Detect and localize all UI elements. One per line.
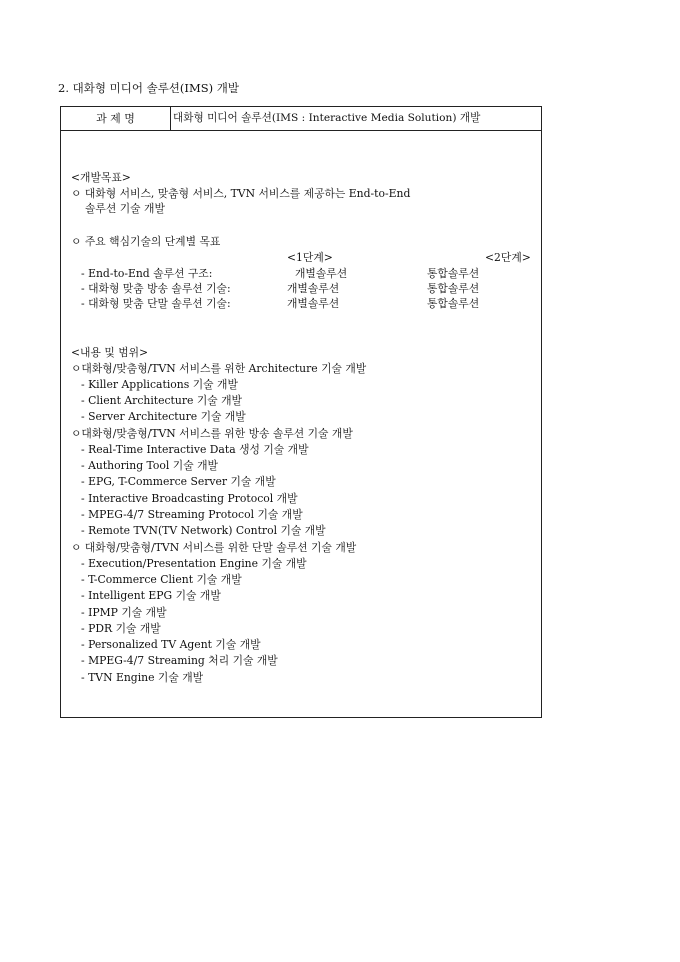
stage1-header: <1단계> — [287, 251, 333, 264]
scope-item: - Interactive Broadcasting Protocol 개발 — [81, 492, 298, 505]
stage2-value: 통합솔루션 — [427, 297, 480, 310]
scope-item: - Personalized TV Agent 기술 개발 — [81, 638, 261, 651]
scope-item: - Real-Time Interactive Data 생성 기술 개발 — [81, 443, 309, 456]
stage1-value: 개별솔루션 — [287, 282, 340, 295]
scope-item: - TVN Engine 기술 개발 — [81, 671, 204, 684]
scope-item: - Authoring Tool 기술 개발 — [81, 459, 218, 472]
scope-item: - Killer Applications 기술 개발 — [81, 378, 238, 391]
scope-title: <내용 및 범위> — [71, 346, 149, 359]
stage-row-label: - 대화형 맞춤 단말 솔루션 기술: — [81, 297, 231, 310]
stage2-value: 통합솔루션 — [427, 282, 480, 295]
core-tech-title: ㅇ 주요 핵심기술의 단계별 목표 — [71, 235, 221, 248]
project-name-value: 대화형 미디어 솔루션(IMS : Interactive Media Solution) 개발 — [173, 112, 481, 124]
scope-group-heading: ㅇ대화형/맞춤형/TVN 서비스를 위한 방송 솔루션 기술 개발 — [71, 427, 353, 440]
table-header-row — [61, 107, 541, 131]
stage2-value: 통합솔루션 — [427, 267, 480, 280]
scope-item: - Intelligent EPG 기술 개발 — [81, 589, 221, 602]
scope-item: - T-Commerce Client 기술 개발 — [81, 573, 242, 586]
scope-item: - EPG, T-Commerce Server 기술 개발 — [81, 475, 276, 488]
scope-item: - Remote TVN(TV Network) Control 기술 개발 — [81, 524, 326, 537]
project-table — [60, 106, 542, 718]
stage-row-label: - End-to-End 솔루션 구조: — [81, 267, 213, 280]
scope-item: - IPMP 기술 개발 — [81, 606, 167, 619]
section-heading: 2. 대화형 미디어 솔루션(IMS) 개발 — [58, 81, 239, 95]
stage1-value: 개별솔루션 — [295, 267, 348, 280]
scope-item: - Server Architecture 기술 개발 — [81, 410, 246, 423]
goals-line: 솔루션 기술 개발 — [85, 202, 165, 215]
scope-item: - PDR 기술 개발 — [81, 622, 161, 635]
scope-group-heading: ㅇ 대화형/맞춤형/TVN 서비스를 위한 단말 솔루션 기술 개발 — [71, 541, 357, 554]
scope-item: - Client Architecture 기술 개발 — [81, 394, 242, 407]
stage2-header: <2단계> — [485, 251, 531, 264]
scope-group-heading: ㅇ대화형/맞춤형/TVN 서비스를 위한 Architecture 기술 개발 — [71, 362, 367, 375]
stage1-value: 개별솔루션 — [287, 297, 340, 310]
scope-item: - Execution/Presentation Engine 기술 개발 — [81, 557, 307, 570]
project-name-label: 과 제 명 — [61, 107, 171, 130]
table-body — [61, 131, 541, 717]
scope-item: - MPEG-4/7 Streaming Protocol 기술 개발 — [81, 508, 303, 521]
goals-title: <개발목표> — [71, 171, 131, 184]
goals-line: ㅇ 대화형 서비스, 맞춤형 서비스, TVN 서비스를 제공하는 End-to-End — [71, 187, 411, 200]
stage-row-label: - 대화형 맞춤 방송 솔루션 기술: — [81, 282, 231, 295]
scope-item: - MPEG-4/7 Streaming 처리 기술 개발 — [81, 654, 278, 667]
